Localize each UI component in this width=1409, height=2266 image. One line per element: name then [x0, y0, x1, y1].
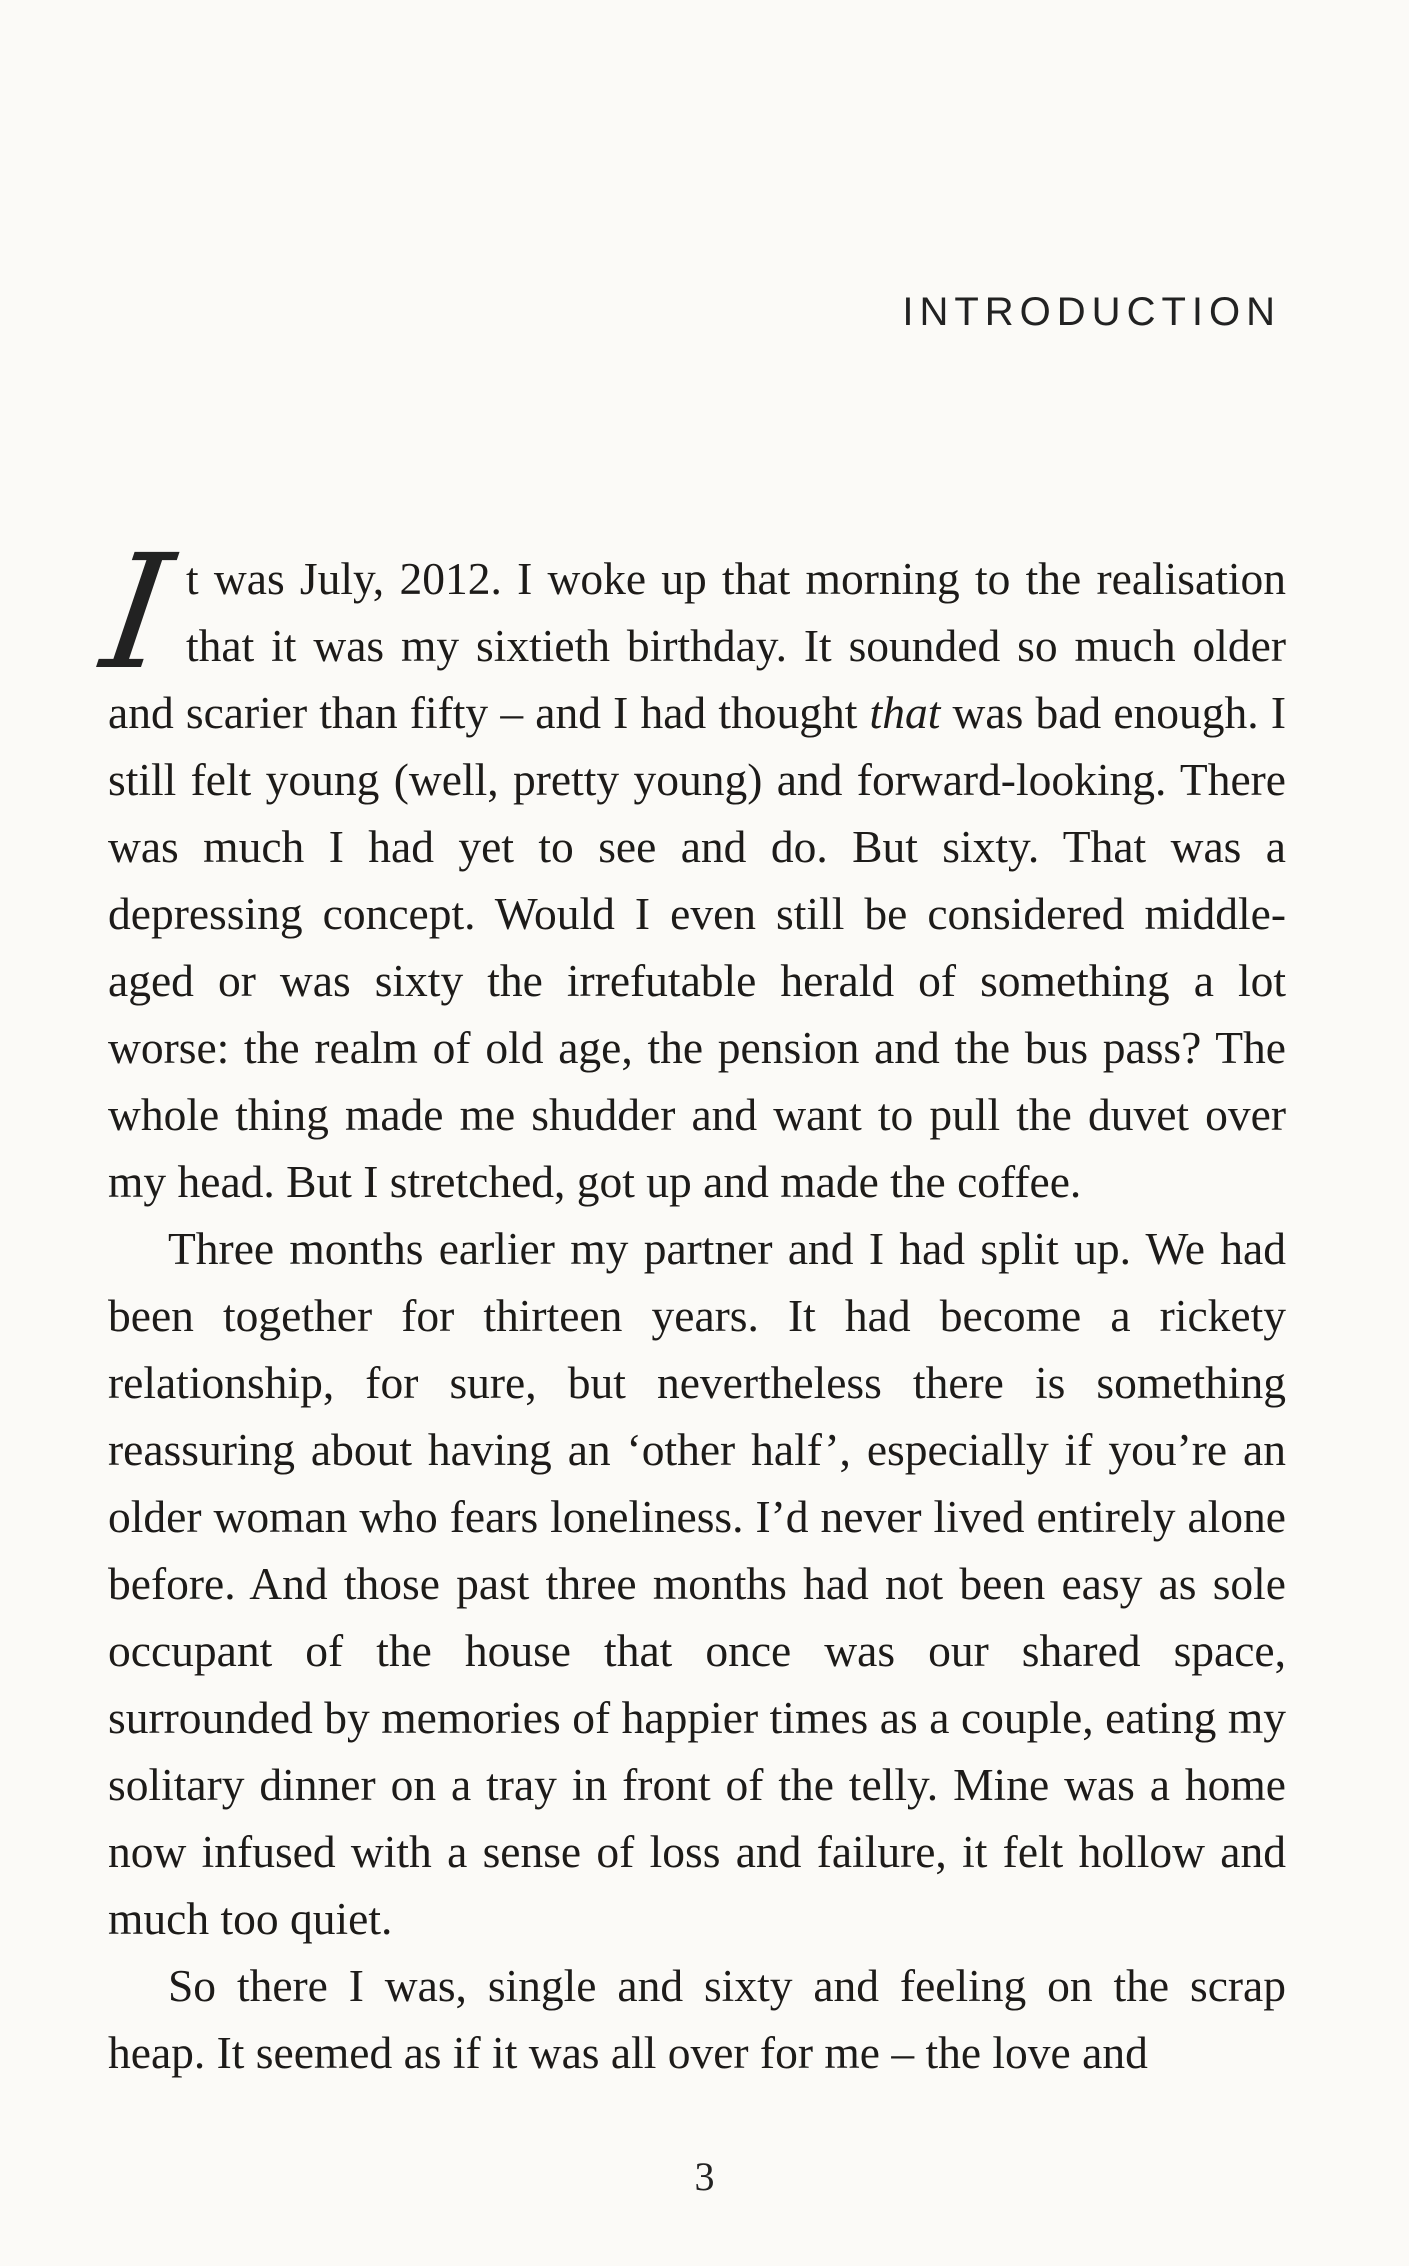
emphasis-that: that	[869, 687, 941, 738]
paragraph-2: Three months earlier my partner and I had split up. We had been together for thirteen years. It had become a rickety relationship, for sure, but nevertheless there is something reassuring about having an ‘other half’, especially if you’re an older woman who fears loneliness. I’d never lived entirely alone before. And those past three months had not been easy as sole occupant of the house that once was our shared space, surrounded by memories of happier times as a couple, eating my solitary dinner on a tray in front of the telly. Mine was a home now infused with a sense of loss and failure, it felt hollow and much too quiet.	[108, 1223, 1286, 1944]
chapter-heading: INTRODUCTION	[902, 290, 1281, 334]
drop-cap: I	[93, 521, 182, 705]
paragraph-1-rest: was bad enough. I still felt young (well, pretty young) and forward-looking. There was much I had yet to see and do. But sixty. That was a depressing concept. Would I even still be considered middle-aged or was sixty the irrefutable herald of something a lot worse: the realm of old age, the pension and the bus pass? The whole thing made me shudder and want to pull the duvet over my head. But I stretched, got up and made the coffee.	[108, 687, 1286, 1207]
paragraph-3: So there I was, single and sixty and feeling on the scrap heap. It seemed as if it was all over for me – the love and	[108, 1960, 1286, 2078]
paragraph-1-text: t was July, 2012. I woke up that morning to the realisation that it was my sixtieth birthday. It sounded so much older and scarier than fifty – and I had thought	[108, 553, 1286, 738]
paragraph-1	[93, 521, 1286, 1215]
page-number: 3	[694, 2154, 715, 2199]
body-text	[93, 521, 1286, 2086]
